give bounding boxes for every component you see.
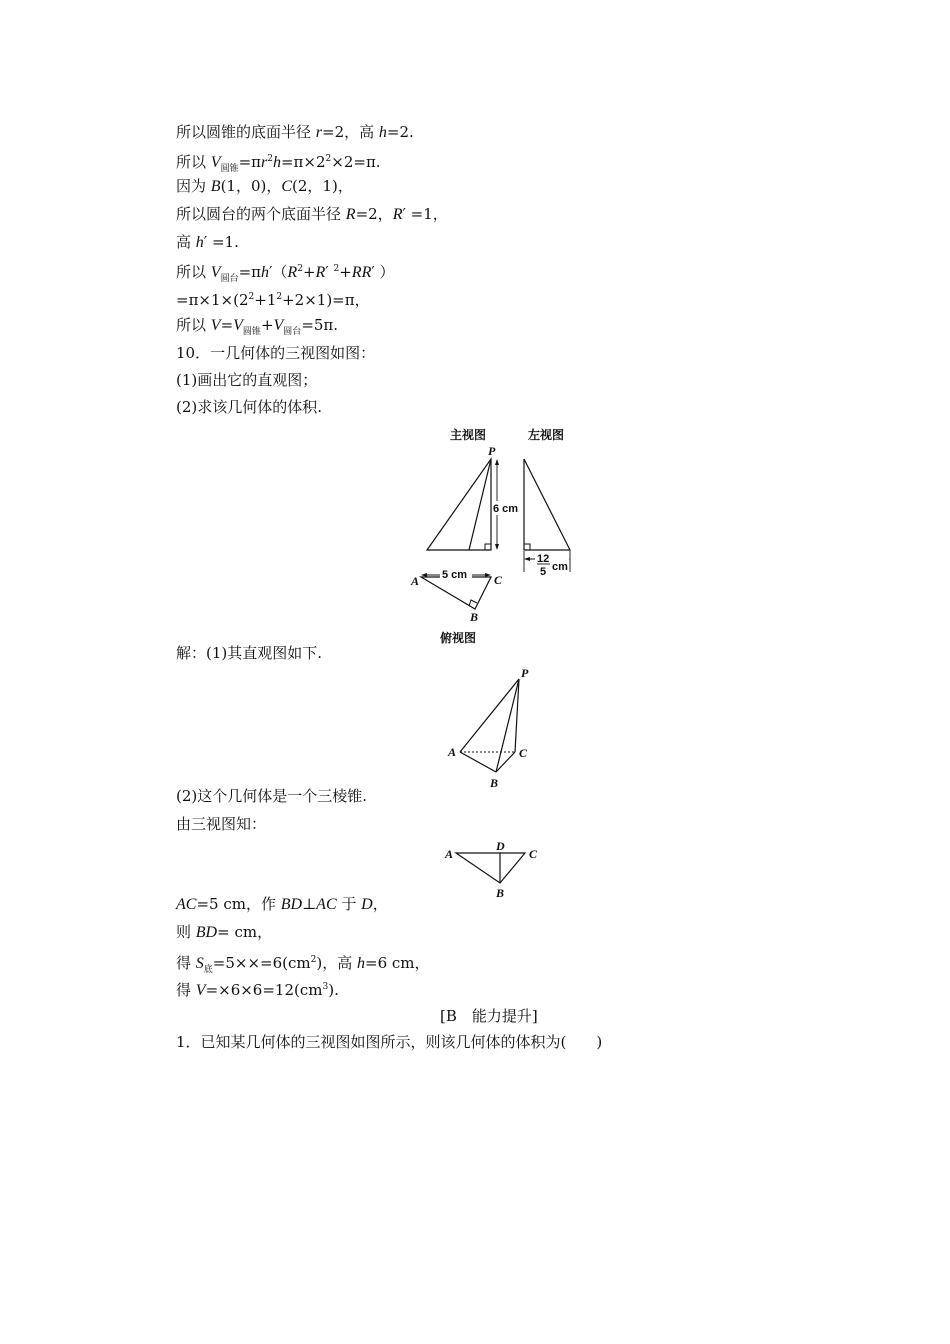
label-d: D bbox=[496, 839, 505, 853]
side-dim-denominator: 5 bbox=[540, 566, 547, 578]
question-10-part1: (1)画出它的直观图； bbox=[176, 371, 318, 389]
pyramid-figure bbox=[440, 665, 550, 790]
solution-part1: 解：(1)其直观图如下. bbox=[176, 644, 323, 662]
side-dim-numerator: 12 bbox=[537, 553, 550, 565]
line-frustum-volume: 所以 $V_{圆台}=\pi h'(R^2+R'$ $^2$+RR′ ） bbox=[176, 263, 395, 284]
label-b: B bbox=[490, 776, 499, 790]
line-points: 因为 B(1，0)，C(2，1)， bbox=[176, 177, 353, 195]
edge-ab bbox=[460, 752, 496, 772]
line-cone-volume: 所以 $V_{圆锥}=\pi r^2h=\pi\times 2^2\times 2=\pi$. bbox=[176, 153, 381, 174]
line-volume: 得 $V=\times 6\times 6=12(cm^3)$. bbox=[176, 981, 339, 999]
line-bd-length: 则 BD= cm， bbox=[176, 923, 273, 941]
question-b1: 1．已知某几何体的三视图如图所示，则该几何体的体积为( ) bbox=[176, 1033, 603, 1051]
front-right-angle bbox=[485, 544, 491, 550]
triangle-abc bbox=[456, 853, 525, 883]
label-c: C bbox=[519, 746, 528, 760]
front-view-title: 主视图 bbox=[450, 428, 487, 442]
label-b: B bbox=[496, 886, 505, 900]
base-triangle-figure bbox=[440, 838, 550, 900]
solution-part2: (2)这个几何体是一个三棱锥. bbox=[176, 787, 368, 805]
height-arrow-top bbox=[495, 459, 499, 465]
three-views-figure bbox=[400, 420, 590, 650]
side-dim-arrow-left bbox=[524, 557, 530, 561]
line-frustum-height: 高 h′ =1. bbox=[176, 233, 239, 251]
width-dimension-label: 5 cm bbox=[442, 569, 468, 581]
height-dimension-label: 6 cm bbox=[493, 503, 519, 515]
line-frustum-radii: 所以圆台的两个底面半径 R=2，R′ =1， bbox=[176, 205, 448, 223]
section-heading: [B 能力提升] bbox=[440, 1007, 538, 1025]
line-cone-radius: 所以圆锥的底面半径 r=2，高 h=2. bbox=[176, 123, 414, 141]
label-a: A bbox=[445, 847, 454, 861]
side-view-triangle bbox=[524, 459, 570, 550]
front-label-p: P bbox=[488, 444, 496, 458]
line-total-volume: 所以 $V=V_{圆锥}+V_{圆台}=5\pi$. bbox=[176, 316, 339, 337]
top-right-angle bbox=[469, 600, 477, 606]
top-label-c: C bbox=[494, 573, 503, 587]
height-arrow-bottom bbox=[495, 544, 499, 550]
label-p: P bbox=[521, 666, 529, 680]
from-three-views: 由三视图知： bbox=[176, 815, 267, 833]
line-base-area: 得 $S_底=5\times\times=6(cm^2)$，高 h=6 cm， bbox=[176, 954, 430, 975]
line-ac-length: AC=5 cm，作 BD⊥AC 于 D， bbox=[176, 895, 388, 913]
question-10: 10．一几何体的三视图如图： bbox=[176, 344, 376, 362]
edge-pc bbox=[515, 679, 519, 752]
question-10-part2: (2)求该几何体的体积. bbox=[176, 398, 323, 416]
side-dim-unit: cm bbox=[552, 561, 568, 573]
top-label-b: B bbox=[470, 610, 479, 624]
front-view-inner-edge bbox=[469, 459, 491, 550]
label-a: A bbox=[448, 745, 457, 759]
front-view-triangle bbox=[427, 459, 491, 550]
side-view-title: 左视图 bbox=[528, 428, 565, 442]
top-view-title: 俯视图 bbox=[440, 631, 477, 645]
top-view-triangle bbox=[421, 577, 491, 609]
line-frustum-calc: $=\pi\times 1\times(2^2+1^2+2\times 1)=\pi$， bbox=[176, 291, 370, 309]
top-label-a: A bbox=[411, 574, 420, 588]
label-c: C bbox=[529, 847, 538, 861]
side-right-angle bbox=[524, 544, 530, 550]
